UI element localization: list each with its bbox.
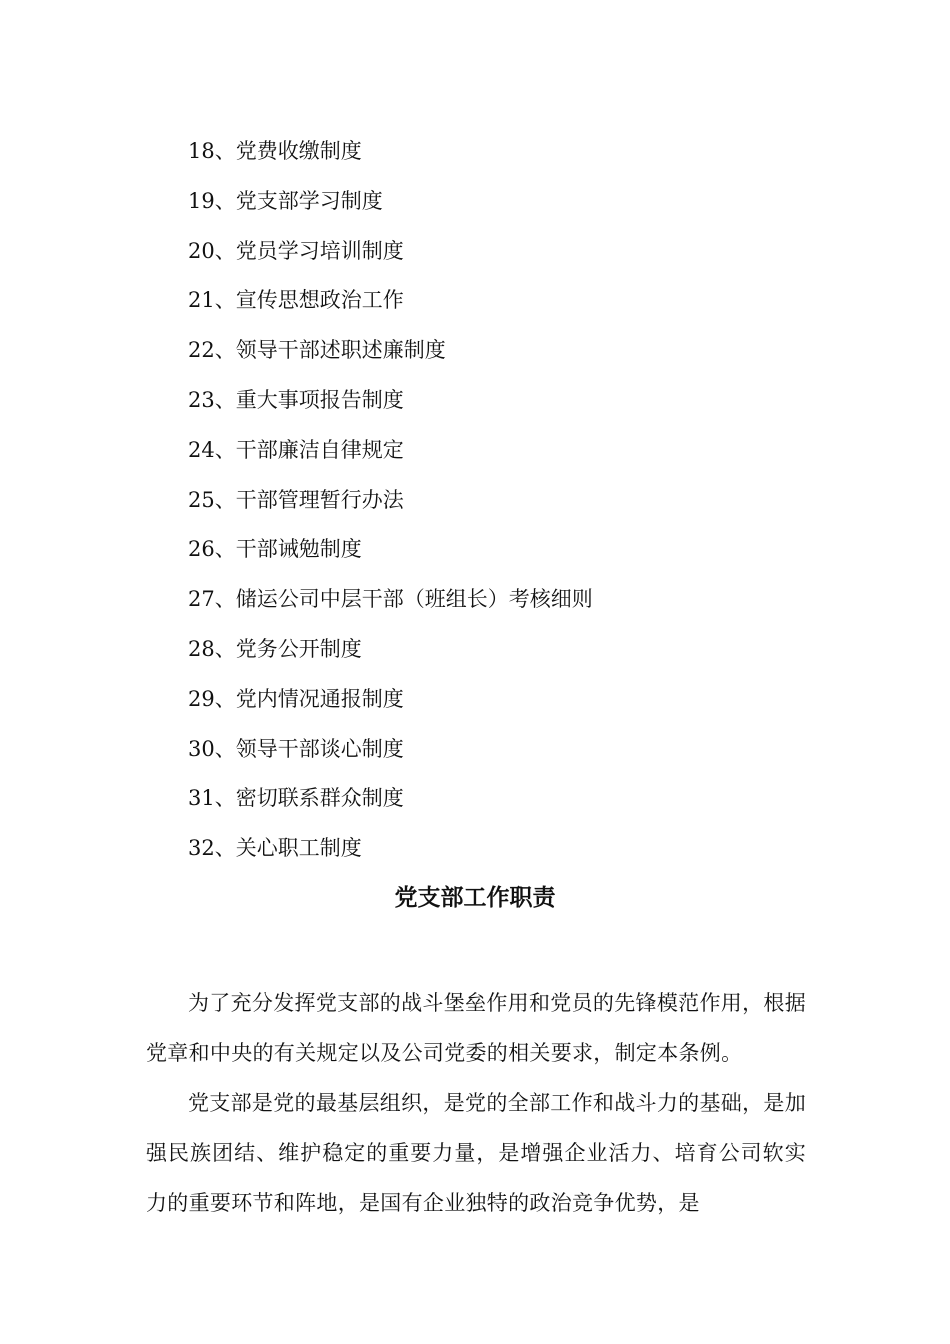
list-item: 20、党员学习培训制度: [188, 238, 404, 263]
section-body: [146, 978, 806, 1228]
list-item: 19、党支部学习制度: [188, 188, 383, 213]
list-item: 28、党务公开制度: [188, 636, 362, 661]
list-item: 21、宣传思想政治工作: [188, 288, 404, 313]
list-item: 24、干部廉洁自律规定: [188, 437, 404, 462]
section-title: 党支部工作职责: [394, 884, 556, 911]
list-item: 27、储运公司中层干部（班组长）考核细则: [188, 587, 593, 612]
list-item: 32、关心职工制度: [188, 836, 362, 861]
list-item: 30、领导干部谈心制度: [188, 736, 404, 761]
list-item: 23、重大事项报告制度: [188, 387, 404, 412]
body-paragraph: 为了充分发挥党支部的战斗堡垒作用和党员的先锋模范作用，根据党章和中央的有关规定以及公司党委的相关要求，制定本条例。: [146, 991, 806, 1065]
list-item: 29、党内情况通报制度: [188, 686, 404, 711]
body-paragraph: 党支部是党的最基层组织，是党的全部工作和战斗力的基础，是加强民族团结、维护稳定的重要力量，是增强企业活力、培育公司软实力的重要环节和阵地，是国有企业独特的政治竞争优势，是: [146, 1091, 806, 1215]
list-item: 18、党费收缴制度: [188, 139, 362, 163]
regulation-list: [188, 131, 593, 878]
list-item: 31、密切联系群众制度: [188, 786, 404, 811]
list-item: 22、领导干部述职述廉制度: [188, 338, 446, 363]
list-item: 26、干部诫勉制度: [188, 537, 362, 562]
list-item: 25、干部管理暂行办法: [188, 487, 404, 512]
